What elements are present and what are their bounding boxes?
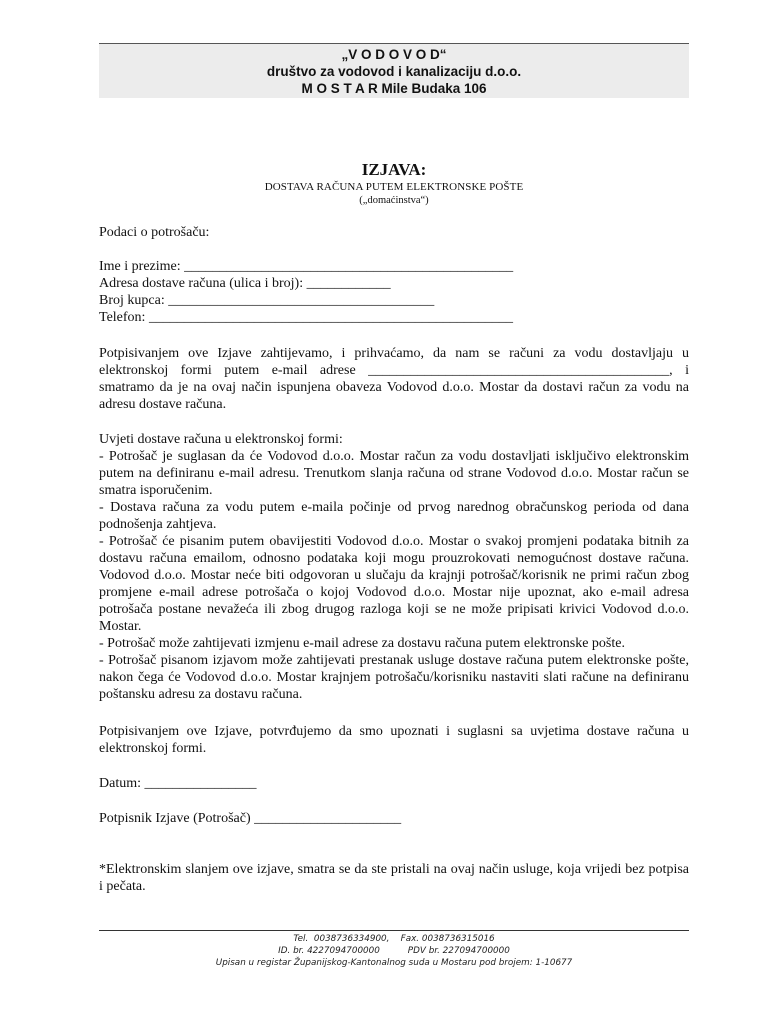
document-subtitle: DOSTAVA RAČUNA PUTEM ELEKTRONSKE POŠTE <box>264 181 524 193</box>
company-header <box>99 43 689 98</box>
phone-field[interactable]: Telefon: ____________________________________________________ <box>99 310 513 325</box>
document-subtitle-note: („domaćinstva“) <box>359 195 429 206</box>
consent-paragraph: Potpisivanjem ove Izjave zahtijevamo, i prihvaćamo, da nam se računi za vodu dostavljaju u elektronskoj formi putem e-mail adrese ___________________________________________, i smatramo da je na ovaj način ispunjena obaveza Vodovod d.o.o. Mostar da dostavi račun za vodu na adresu dostave računa. <box>99 346 689 412</box>
document-title-block <box>99 160 689 208</box>
condition-item: - Potrošač je suglasan da će Vodovod d.o.o. Mostar račun za vodu dostavljati isključivo elektronskim putem na definiranu e-mail adresu. Trenutkom slanja računa od strane Vodovod d.o.o. Mostar račun se smatra isporučenim. <box>99 449 689 498</box>
company-name: „V O D O V O D“ <box>341 47 447 62</box>
condition-item: - Dostava računa za vodu putem e-maila počinje od prvog narednog obračunskog perioda od dana podnošenja zahtjeva. <box>99 500 689 532</box>
company-description: društvo za vodovod i kanalizaciju d.o.o. <box>266 64 522 79</box>
date-field[interactable]: Datum: ________________ <box>99 776 257 791</box>
footnote: *Elektronskim slanjem ove izjave, smatra se da ste pristali na ovaj način usluge, koja vrijedi bez potpisa i pečata. <box>99 862 689 894</box>
acknowledgement-paragraph: Potpisivanjem ove Izjave, potvrđujemo da smo upoznati i suglasni sa uvjetima dostave računa u elektronskoj formi. <box>99 724 689 756</box>
condition-item: - Potrošač će pisanim putem obavijestiti Vodovod d.o.o. Mostar o svakoj promjeni podataka bitnih za dostavu računa emailom, odnosno podataka koji mogu prouzrokovati nemogućnost dostave računa. Vodovod d.o.o. Mostar neće biti odgovoran u slučaju da krajnji potrošač/korisnik ne primi račun zbog promjene e-mail adrese potrošača o kojoj Vodovod d.o.o. Mostar nije upoznat, ako e-mail adresa potrošača postane nevažeća ili zbog drugog razloga koji se ne može pripisati krivici Vodovod d.o.o. Mostar. <box>99 534 689 634</box>
company-address: M O S T A R Mile Budaka 106 <box>301 81 487 96</box>
condition-item: - Potrošač može zahtijevati izmjenu e-mail adrese za dostavu računa putem elektronske pošte. <box>99 636 625 651</box>
customer-number-field[interactable]: Broj kupca: ______________________________________ <box>99 293 435 308</box>
footer-divider <box>99 930 689 931</box>
footer-contact: Tel. 0038736334900, Fax. 0038736315016 <box>293 934 495 944</box>
conditions-heading: Uvjeti dostave računa u elektronskoj formi: <box>99 432 343 447</box>
footer-registration: Upisan u registar Županijskog-Kantonalnog suda u Mostaru pod brojem: 1-10677 <box>215 958 573 968</box>
footer <box>99 933 689 969</box>
consumer-heading: Podaci o potrošaču: <box>99 225 210 240</box>
signatory-field[interactable]: Potpisnik Izjave (Potrošač) _____________________ <box>99 811 402 826</box>
document-title: IZJAVA: <box>361 160 427 179</box>
condition-item: - Potrošač pisanom izjavom može zahtijevati prestanak usluge dostave računa putem elektronske pošte, nakon čega će Vodovod d.o.o. Mostar krajnjem potrošaču/korisniku nastaviti slati račune na definiranu poštansku adresu za dostavu računa. <box>99 653 689 702</box>
address-field[interactable]: Adresa dostave računa (ulica i broj): ____________ <box>99 276 391 291</box>
conditions-section <box>99 431 689 703</box>
footer-ids: ID. br. 4227094700000 PDV br. 227094700000 <box>278 946 510 956</box>
name-field[interactable]: Ime i prezime: _______________________________________________ <box>99 259 514 274</box>
consumer-fields <box>99 258 689 326</box>
